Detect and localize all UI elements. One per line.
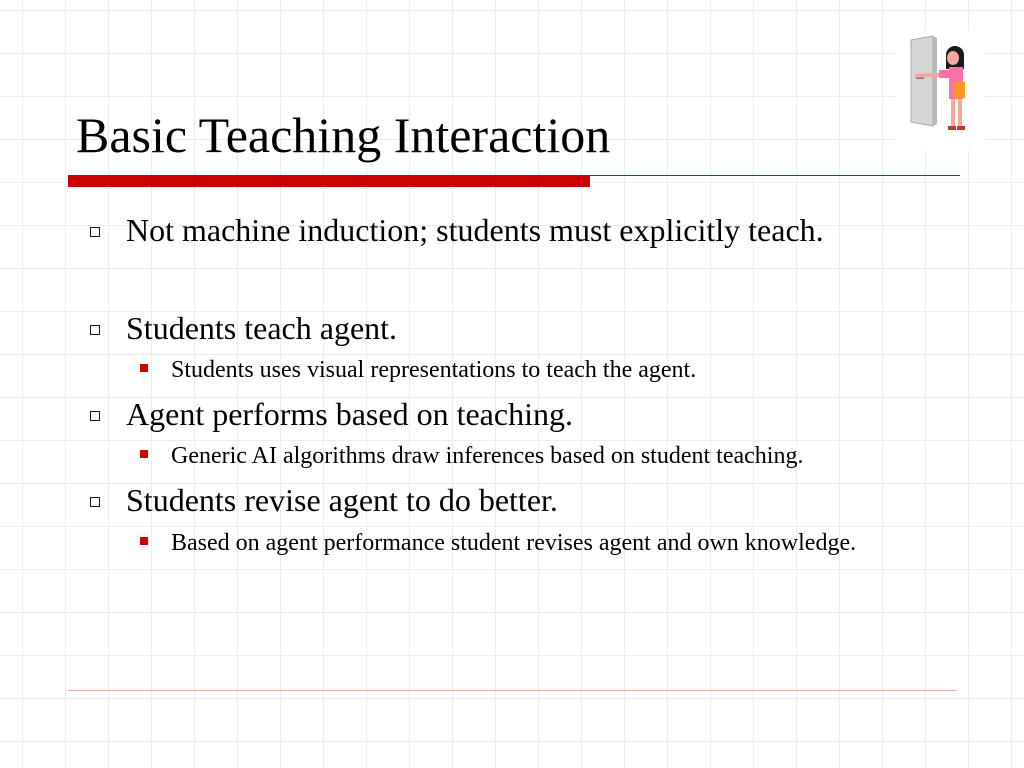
title-underline-thick [68,176,590,187]
sub-bullet-text: Students uses visual representations to teach the agent. [171,357,697,383]
hollow-square-bullet-icon [90,227,100,237]
person-opening-door-icon [895,30,985,150]
filled-square-bullet-icon [140,364,148,372]
bullet-text: Students teach agent. [126,310,398,346]
hollow-square-bullet-icon [90,497,100,507]
filled-square-bullet-icon [140,450,148,458]
sub-bullet-text: Generic AI algorithms draw inferences based on student teaching. [171,443,804,469]
hollow-square-bullet-icon [90,411,100,421]
bullet-text: Students revise agent to do better. [126,482,558,518]
bullet-text: Not machine induction; students must explicitly teach. [126,212,824,248]
filled-square-bullet-icon [140,537,148,545]
footer-divider [68,690,956,691]
slide-title: Basic Teaching Interaction [76,107,611,163]
sub-bullet-text: Based on agent performance student revises agent and own knowledge. [171,530,857,556]
hollow-square-bullet-icon [90,325,100,335]
bullet-text: Agent performs based on teaching. [126,396,573,432]
